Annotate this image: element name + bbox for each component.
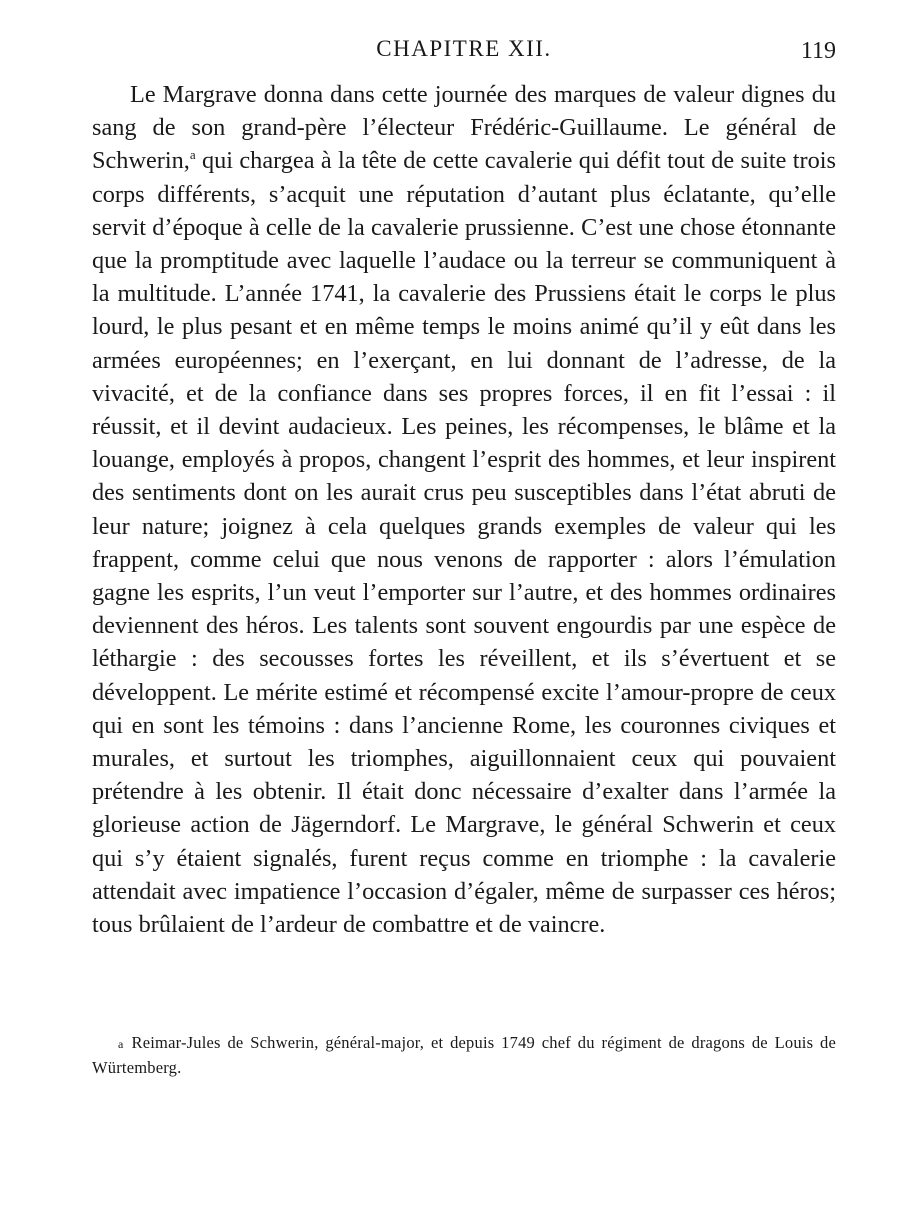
page-number: 119 bbox=[800, 38, 836, 64]
body-text-part-2: qui chargea à la tête de cette cavalerie qui défit tout de suite trois corps différents, s’acquit une réputation d’autant plus éclatante, qu’elle servit d’époque à celle de la cavalerie prussienne. C’est une chose étonnante que la promptitude avec laquelle l’audace ou la terreur se communiquent à la multitude. L’année 1741, la cavalerie des Prussiens était le corps le plus lourd, le plus pesant et en même temps le moins animé qu’il y eût dans les armées européennes; en l’exerçant, en lui donnant de l’adresse, de la vivacité, et de la confiance dans ses propres forces, il en fit l’essai : il réussit, et il devint audacieux. Les peines, les récompenses, le blâme et la louange, employés à propos, changent l’esprit des hommes, et leur inspirent des sentiments dont on les aurait crus peu susceptibles dans l’état abruti de leur nature; joignez à cela quelques grands exemples de valeur qui les frappent, comme celui que nous venons de rapporter : alors l’émulation gagne les esprits, l’un veut l’emporter sur l’autre, et des hommes ordinaires deviennent des héros. Les talents sont souvent engourdis par une espèce de léthargie : des secousses fortes les réveillent, et ils s’évertuent et se développent. Le mérite estimé et récompensé excite l’amour-propre de ceux qui en sont les témoins : dans l’ancienne Rome, les couronnes civiques et murales, et surtout les triomphes, aiguillonnaient ceux qui pouvaient prétendre à les obtenir. Il était donc nécessaire d’exalter dans l’armée la glorieuse action de Jägerndorf. Le Margrave, le général Schwerin et ceux qui s’y étaient signalés, furent reçus comme en triomphe : la cavalerie attendait avec impatience l’occasion d’égaler, même de surpasser ces héros; tous brûlaient de l’ardeur de combattre et de vaincre. bbox=[92, 147, 836, 939]
footnote bbox=[92, 1031, 836, 1079]
body-paragraph bbox=[92, 78, 836, 941]
body-text-part-1: Le Margrave donna dans cette journée des marques de valeur dignes du sang de son grand-père l’électeur Frédéric-Guillaume. Le général de Schwerin, bbox=[92, 81, 836, 175]
chapter-title: CHAPITRE XII. bbox=[376, 36, 552, 61]
footnote-marker: a bbox=[118, 1037, 124, 1051]
footnote-text: Reimar-Jules de Schwerin, général-major, et depuis 1749 chef du régiment de dragons de Louis de Würtemberg. bbox=[92, 1033, 836, 1077]
footnote-reference-marker: a bbox=[189, 147, 196, 163]
running-head bbox=[92, 32, 836, 66]
